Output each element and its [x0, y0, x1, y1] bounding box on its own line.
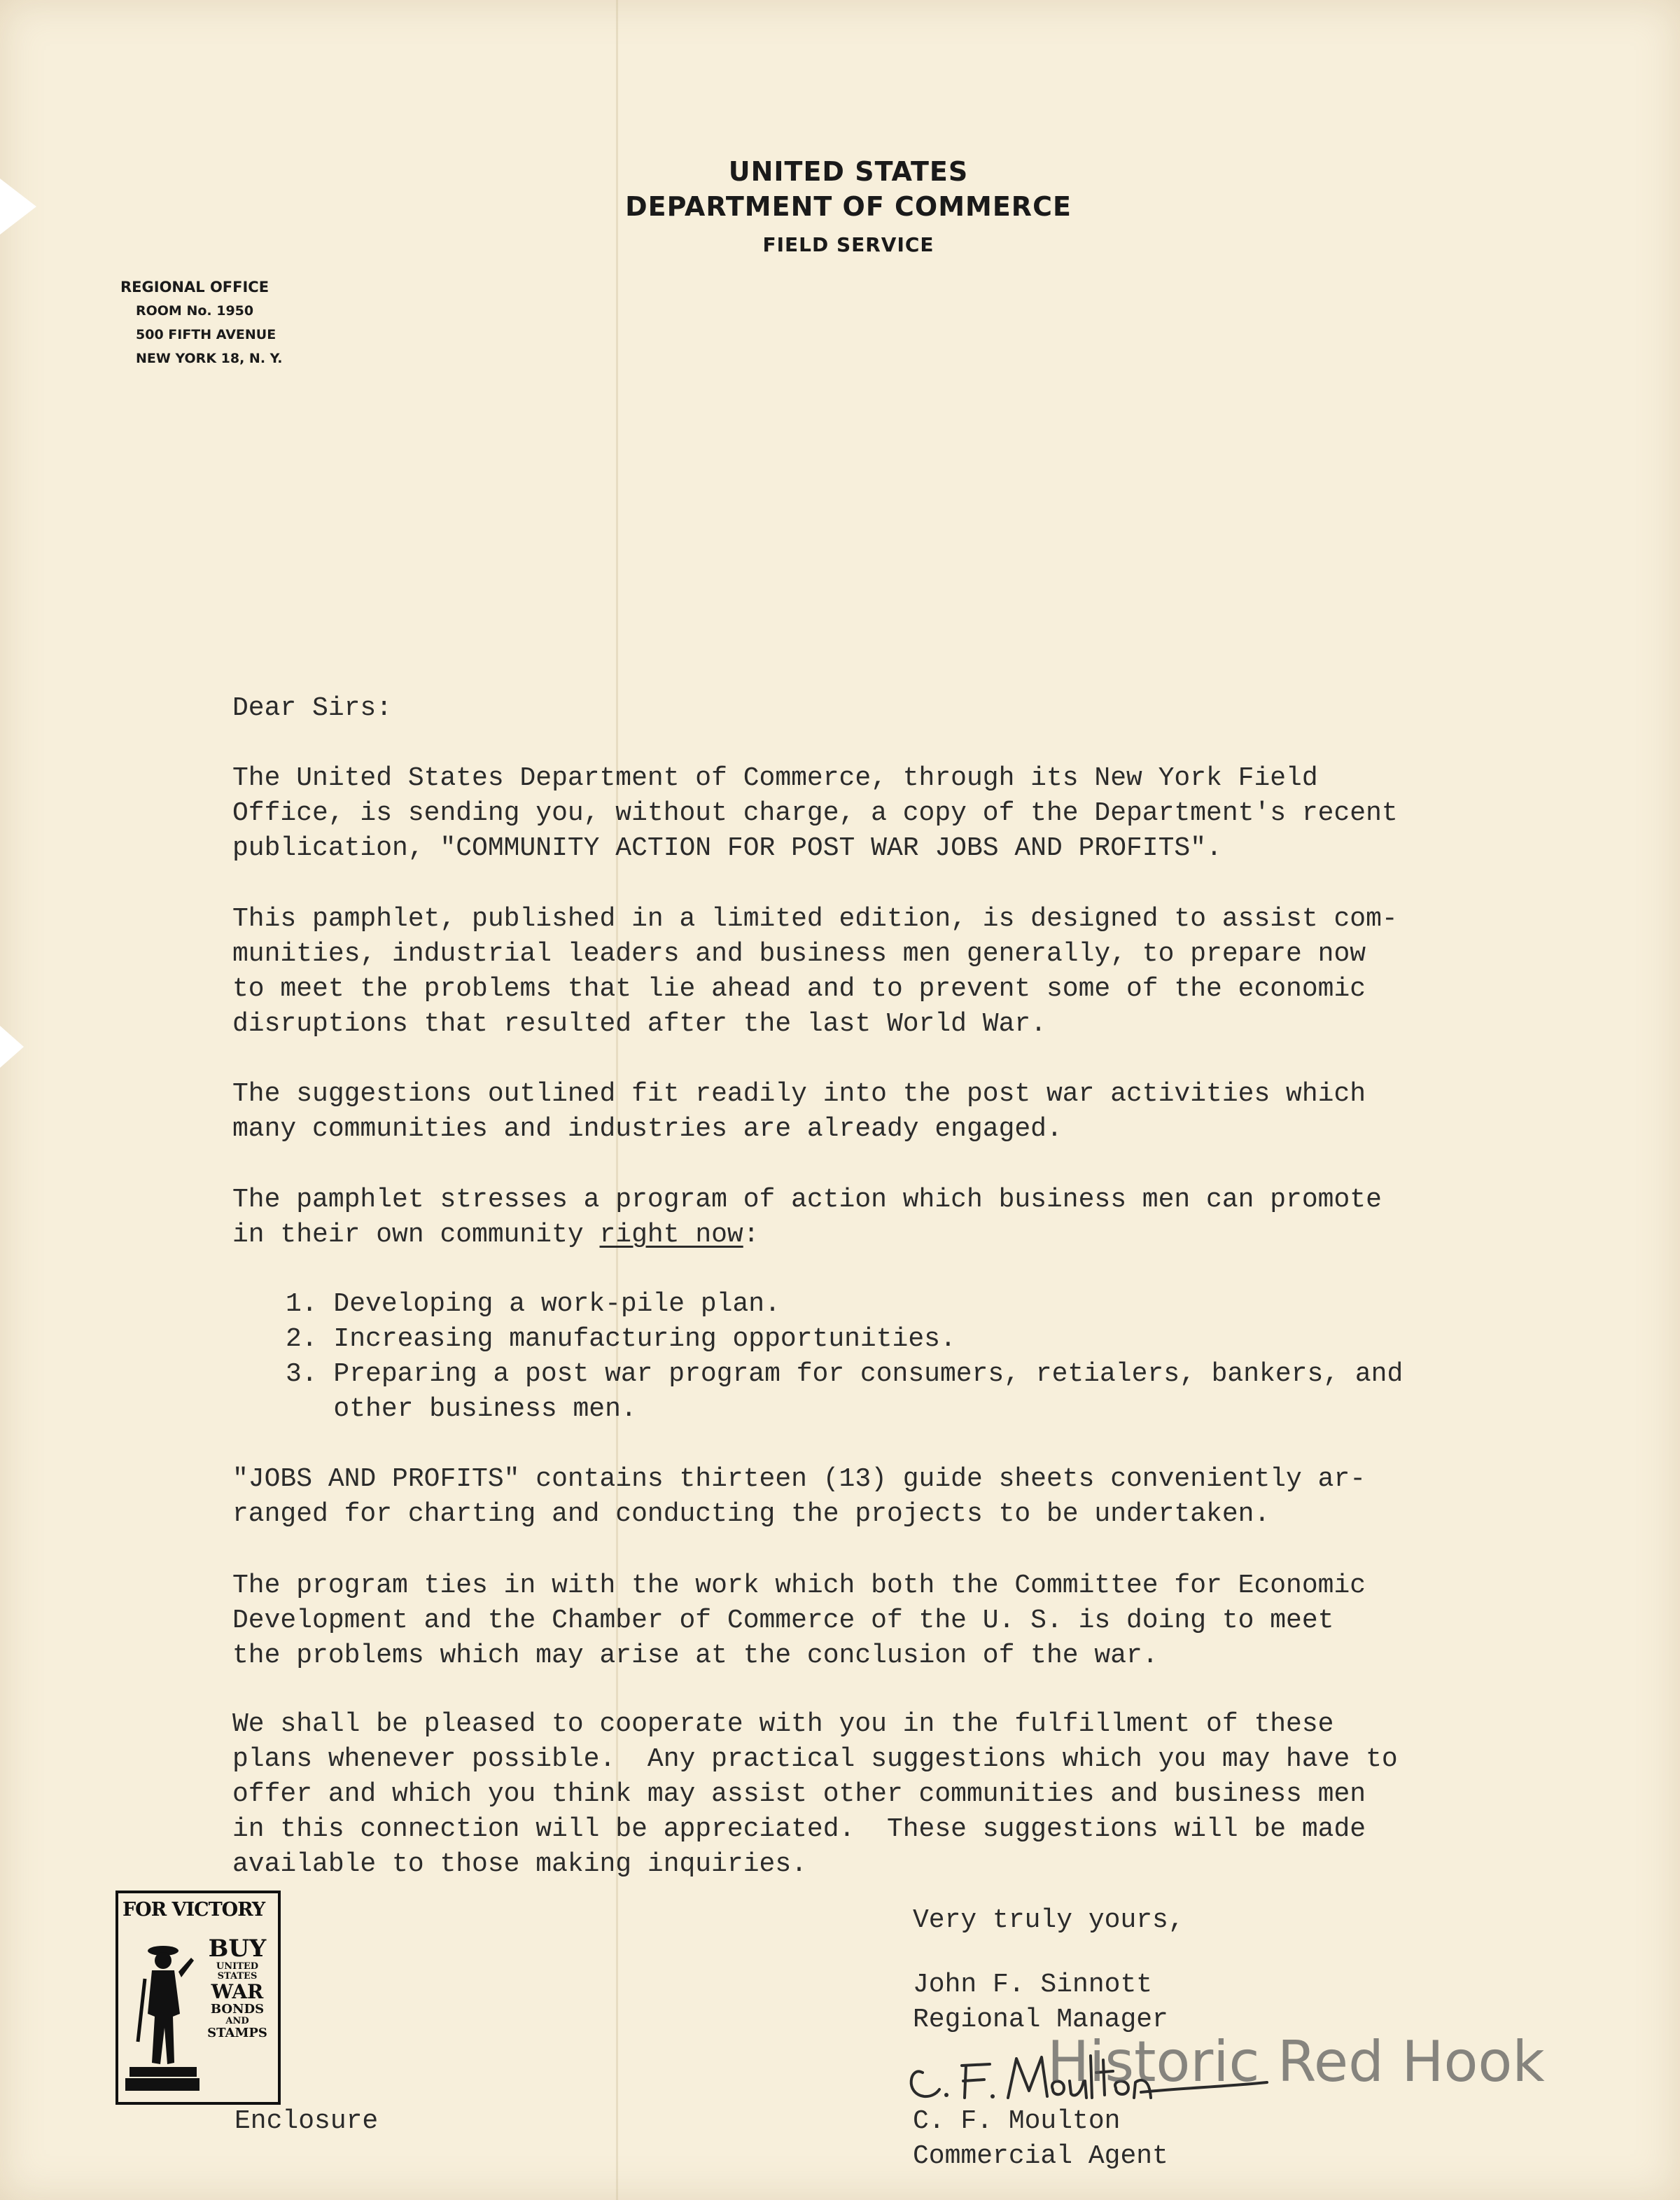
stamp-war: WAR: [211, 1980, 264, 2003]
paragraph-line: offer and which you think may assist other communities and business men: [232, 1779, 1366, 1809]
enclosure-text: Enclosure: [234, 2106, 379, 2136]
signer-block: [913, 1968, 1168, 2038]
stamp-top-text: FOR VICTORY: [122, 1899, 265, 1921]
stamp-and: AND: [225, 2016, 249, 2026]
paragraph-7: [232, 1707, 1398, 1882]
list-item: 2. Increasing manufacturing opportunities.: [286, 1324, 956, 1354]
stamp-stamps: STAMPS: [207, 2026, 267, 2040]
paragraph-line: The United States Department of Commerce, through its New York Field: [232, 763, 1318, 793]
letterhead-line2: DEPARTMENT OF COMMERCE: [625, 191, 1072, 222]
paragraph-line: The suggestions outlined fit readily into the post war activities which: [232, 1079, 1366, 1109]
paper-tear: [0, 1026, 24, 1068]
list-item: other business men.: [286, 1394, 637, 1424]
agent-block: [913, 2104, 1168, 2174]
paragraph-line: munities, industrial leaders and business men generally, to prepare now: [232, 939, 1366, 969]
paragraph-line: [232, 1218, 1382, 1253]
war-bonds-stamp: [115, 1891, 281, 2105]
agent-name: C. F. Moulton: [913, 2106, 1121, 2136]
paragraph-6: [232, 1568, 1366, 1673]
signer-name: John F. Sinnott: [913, 1970, 1153, 2000]
paragraph-5: [232, 1462, 1366, 1532]
paragraph-line: The pamphlet stresses a program of action which business men can promote: [232, 1185, 1382, 1215]
signer-title: Regional Manager: [913, 2005, 1168, 2035]
watermark: Historic Red Hook: [1047, 2029, 1545, 2094]
paragraph-line: disruptions that resulted after the last World War.: [232, 1009, 1046, 1039]
office-city: NEW YORK 18, N. Y.: [136, 351, 283, 366]
list-item: 3. Preparing a post war program for consumers, retialers, bankers, and: [286, 1359, 1404, 1389]
closing-text: Very truly yours,: [913, 1905, 1184, 1935]
paragraph-line: We shall be pleased to cooperate with you in the fulfillment of these: [232, 1709, 1334, 1739]
paragraph-line: the problems which may arise at the conclusion of the war.: [232, 1641, 1158, 1671]
paragraph-1: [232, 761, 1398, 866]
office-address: [120, 275, 283, 370]
closing-block: [913, 1903, 1184, 1938]
letterhead-line3: FIELD SERVICE: [762, 233, 934, 256]
office-street: 500 FIFTH AVENUE: [136, 327, 276, 342]
paragraph-4: [232, 1183, 1382, 1253]
stamp-message: [200, 1935, 275, 2040]
stamp-united-states: UNITED STATES: [216, 1961, 259, 1982]
office-title: REGIONAL OFFICE: [120, 279, 270, 295]
letterhead: [0, 154, 1680, 266]
letterhead-line1: UNITED STATES: [728, 156, 969, 187]
paragraph-line: ranged for charting and conducting the projects to be undertaken.: [232, 1499, 1270, 1529]
salutation: [232, 691, 392, 726]
paragraph-line: "JOBS AND PROFITS" contains thirteen (13) guide sheets conveniently ar-: [232, 1464, 1366, 1494]
stamp-bonds: BONDS: [210, 2002, 265, 2017]
paragraph-line: The program ties in with the work which both the Committee for Economic: [232, 1571, 1366, 1601]
enclosure-note: [234, 2104, 378, 2139]
paragraph-2: [232, 902, 1398, 1042]
office-room: ROOM No. 1950: [136, 303, 254, 319]
agent-title: Commercial Agent: [913, 2141, 1168, 2171]
salutation-text: Dear Sirs:: [232, 693, 393, 723]
underlined-emphasis: right now: [599, 1220, 743, 1250]
paragraph-3: [232, 1077, 1366, 1147]
text-run: :: [743, 1220, 760, 1250]
paragraph-line: in this connection will be appreciated. These suggestions will be made: [232, 1814, 1366, 1844]
paragraph-line: Development and the Chamber of Commerce of the U. S. is doing to meet: [232, 1606, 1334, 1636]
paragraph-line: Office, is sending you, without charge, a copy of the Department's recent: [232, 798, 1398, 828]
paragraph-line: many communities and industries are already engaged.: [232, 1114, 1063, 1144]
paragraph-line: publication, "COMMUNITY ACTION FOR POST WAR JOBS AND PROFITS".: [232, 833, 1222, 863]
list-item: 1. Developing a work-pile plan.: [286, 1289, 780, 1319]
paragraph-line: This pamphlet, published in a limited edition, is designed to assist com-: [232, 904, 1398, 934]
paragraph-line: plans whenever possible. Any practical suggestions which you may have to: [232, 1744, 1398, 1774]
action-list: [286, 1287, 1403, 1427]
text-run: in their own community: [232, 1220, 600, 1250]
minuteman-icon: [124, 1930, 201, 2096]
paragraph-line: available to those making inquiries.: [232, 1849, 807, 1879]
stamp-buy: BUY: [208, 1935, 267, 1963]
paragraph-line: to meet the problems that lie ahead and to prevent some of the economic: [232, 974, 1366, 1004]
